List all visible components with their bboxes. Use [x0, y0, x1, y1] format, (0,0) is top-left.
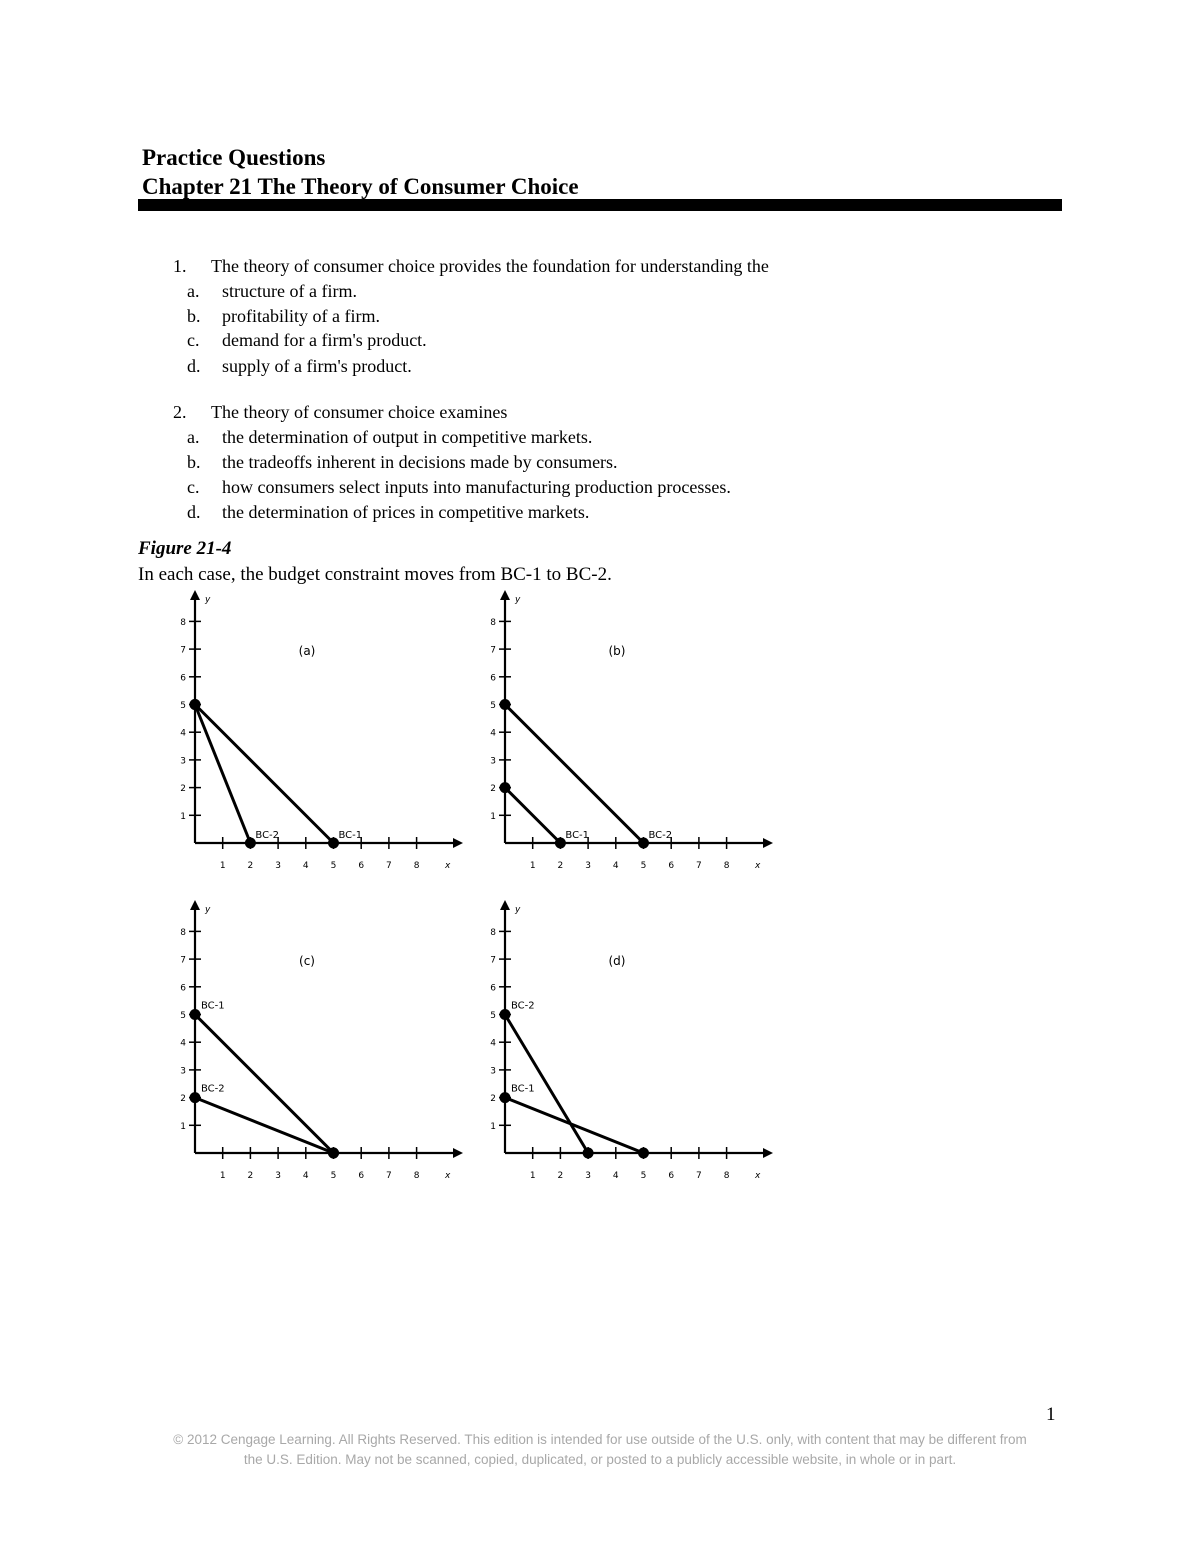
- question-1-option-d: supply of a firm's product.: [222, 356, 412, 376]
- y-axis-arrowhead: [190, 590, 200, 600]
- budget-line: [505, 1098, 644, 1153]
- x-axis-arrowhead: [763, 838, 773, 848]
- x-axis-arrowhead: [453, 838, 463, 848]
- panel-label: (c): [299, 954, 315, 968]
- x-tick-label: 7: [696, 861, 702, 871]
- question-1-option-letter: d.: [187, 356, 201, 376]
- y-tick-label: 5: [180, 1011, 186, 1021]
- x-tick-label: 5: [640, 1171, 647, 1181]
- y-tick-label: 4: [180, 728, 186, 739]
- x-axis-label: x: [755, 861, 761, 871]
- y-tick-label: 1: [180, 811, 186, 822]
- y-tick-label: 8: [490, 927, 496, 938]
- x-tick-label: 7: [386, 1171, 392, 1181]
- budget-line: [195, 1098, 334, 1153]
- budget-line: [505, 788, 560, 843]
- x-tick-label: 5: [640, 861, 647, 871]
- budget-line: [505, 705, 644, 844]
- x-axis-label: x: [755, 1171, 761, 1181]
- x-tick-label: 4: [302, 1171, 309, 1181]
- x-axis-label: x: [445, 1171, 451, 1181]
- x-tick-label: 7: [386, 861, 392, 871]
- y-axis-label: y: [515, 905, 521, 915]
- endpoint-dot: [555, 838, 566, 849]
- y-tick-label: 2: [490, 784, 496, 795]
- budget-line-label: BC-1: [201, 1000, 225, 1012]
- y-axis-arrowhead: [500, 590, 510, 600]
- x-tick-label: 6: [668, 861, 675, 871]
- chapter-title: Chapter 21 The Theory of Consumer Choice: [142, 174, 579, 199]
- y-tick-label: 3: [180, 1066, 186, 1077]
- question-2-option-letter: b.: [187, 452, 201, 472]
- budget-line-label: BC-2: [255, 830, 280, 841]
- y-tick-label: 6: [180, 983, 186, 994]
- question-2-option-letter: d.: [187, 502, 201, 522]
- y-tick-label: 7: [180, 955, 186, 966]
- y-tick-label: 5: [180, 701, 186, 711]
- x-tick-label: 1: [219, 1171, 226, 1181]
- x-tick-label: 1: [529, 1171, 536, 1181]
- y-axis-label: y: [515, 595, 521, 605]
- question-1-option-letter: b.: [187, 306, 201, 326]
- x-tick-label: 5: [330, 861, 337, 871]
- y-tick-label: 1: [490, 811, 496, 822]
- y-tick-label: 6: [490, 983, 496, 994]
- y-tick-label: 5: [490, 701, 496, 711]
- y-tick-label: 7: [490, 645, 496, 656]
- x-tick-label: 2: [557, 1171, 564, 1181]
- copyright-line-2: the U.S. Edition. May not be scanned, copied, duplicated, or posted to a publicly accessible website, in whole or in part.: [243, 1452, 957, 1467]
- y-tick-label: 2: [180, 784, 186, 795]
- y-axis-label: y: [205, 905, 211, 915]
- endpoint-dot: [500, 699, 511, 710]
- x-tick-label: 4: [612, 861, 619, 871]
- question-2-option-d: the determination of prices in competitive markets.: [222, 502, 590, 522]
- budget-line-label: BC-2: [511, 1000, 535, 1012]
- question-1-option-letter: a.: [187, 281, 200, 301]
- panel-label: (a): [298, 644, 316, 658]
- budget-line-label: BC-1: [338, 830, 363, 841]
- question-2-option-letter: a.: [187, 427, 200, 447]
- question-2-option-b: the tradeoffs inherent in decisions made by consumers.: [222, 452, 618, 472]
- panel-label: (b): [608, 644, 626, 658]
- y-tick-label: 8: [490, 617, 496, 628]
- y-tick-label: 7: [490, 955, 496, 966]
- y-axis-label: y: [205, 595, 211, 605]
- y-tick-label: 6: [180, 673, 186, 684]
- copyright-line-1: © 2012 Cengage Learning. All Rights Reserved. This edition is intended for use outside of the U.S. only, with content that may be different from: [173, 1432, 1027, 1447]
- endpoint-dot: [500, 782, 511, 793]
- question-2-text: The theory of consumer choice examines: [211, 402, 508, 422]
- graph-panel-b: [485, 586, 785, 876]
- endpoint-dot: [190, 1009, 201, 1020]
- budget-line-label: BC-1: [511, 1083, 535, 1095]
- budget-line-label: BC-2: [201, 1083, 225, 1095]
- endpoint-dot: [245, 838, 256, 849]
- x-tick-label: 6: [358, 1171, 365, 1181]
- budget-line: [195, 705, 334, 844]
- figure-title: Figure 21-4: [138, 538, 232, 559]
- question-1-option-b: profitability of a firm.: [222, 306, 380, 326]
- x-tick-label: 3: [275, 861, 281, 871]
- y-tick-label: 5: [490, 1011, 496, 1021]
- x-tick-label: 4: [612, 1171, 619, 1181]
- endpoint-dot: [500, 1092, 511, 1103]
- x-tick-label: 6: [358, 861, 365, 871]
- question-1-number: 1.: [173, 256, 187, 276]
- x-tick-label: 4: [302, 861, 309, 871]
- x-tick-label: 5: [330, 1171, 337, 1181]
- budget-line-label: BC-1: [565, 830, 590, 841]
- y-axis-arrowhead: [500, 900, 510, 910]
- x-axis-label: x: [445, 861, 451, 871]
- x-tick-label: 1: [529, 861, 536, 871]
- figure-caption: In each case, the budget constraint moves from BC-1 to BC-2.: [138, 564, 612, 585]
- y-tick-label: 2: [490, 1094, 496, 1105]
- x-tick-label: 8: [413, 1171, 420, 1181]
- x-tick-label: 2: [247, 861, 254, 871]
- page-number: 1: [1046, 1404, 1056, 1425]
- x-axis-arrowhead: [453, 1148, 463, 1158]
- question-1-option-letter: c.: [187, 330, 200, 350]
- x-tick-label: 3: [585, 1171, 591, 1181]
- graph-panel-a: [175, 586, 475, 876]
- question-2-option-c: how consumers select inputs into manufacturing production processes.: [222, 477, 731, 497]
- x-tick-label: 8: [413, 861, 420, 871]
- budget-line: [195, 705, 250, 844]
- panel-label: (d): [608, 954, 626, 968]
- y-tick-label: 4: [490, 1038, 496, 1049]
- y-tick-label: 1: [490, 1121, 496, 1132]
- question-1-option-c: demand for a firm's product.: [222, 330, 427, 350]
- y-tick-label: 4: [490, 728, 496, 739]
- endpoint-dot: [638, 1148, 649, 1159]
- endpoint-dot: [500, 1009, 511, 1020]
- question-1-text: The theory of consumer choice provides the foundation for understanding the: [211, 256, 769, 276]
- y-tick-label: 3: [490, 756, 496, 767]
- x-tick-label: 6: [668, 1171, 675, 1181]
- y-tick-label: 7: [180, 645, 186, 656]
- x-axis-arrowhead: [763, 1148, 773, 1158]
- question-2-option-a: the determination of output in competitive markets.: [222, 427, 593, 447]
- y-tick-label: 6: [490, 673, 496, 684]
- y-tick-label: 1: [180, 1121, 186, 1132]
- endpoint-dot: [328, 838, 339, 849]
- x-tick-label: 2: [557, 861, 564, 871]
- question-2-number: 2.: [173, 402, 187, 422]
- y-tick-label: 4: [180, 1038, 186, 1049]
- y-tick-label: 2: [180, 1094, 186, 1105]
- y-tick-label: 8: [180, 617, 186, 628]
- graph-panel-c: [175, 896, 475, 1186]
- question-1-option-a: structure of a firm.: [222, 281, 357, 301]
- endpoint-dot: [328, 1148, 339, 1159]
- y-tick-label: 8: [180, 927, 186, 938]
- x-tick-label: 3: [585, 861, 591, 871]
- endpoint-dot: [190, 699, 201, 710]
- y-axis-arrowhead: [190, 900, 200, 910]
- x-tick-label: 7: [696, 1171, 702, 1181]
- endpoint-dot: [583, 1148, 594, 1159]
- endpoint-dot: [638, 838, 649, 849]
- endpoint-dot: [190, 1092, 201, 1103]
- x-tick-label: 8: [723, 1171, 730, 1181]
- x-tick-label: 8: [723, 861, 730, 871]
- header-rule: [138, 199, 1062, 211]
- x-tick-label: 1: [219, 861, 226, 871]
- copyright-notice: [130, 1430, 1070, 1470]
- question-2-option-letter: c.: [187, 477, 200, 497]
- y-tick-label: 3: [180, 756, 186, 767]
- x-tick-label: 2: [247, 1171, 254, 1181]
- page-title: Practice Questions: [142, 145, 326, 170]
- budget-line-label: BC-2: [648, 830, 673, 841]
- y-tick-label: 3: [490, 1066, 496, 1077]
- x-tick-label: 3: [275, 1171, 281, 1181]
- graph-panel-d: [485, 896, 785, 1186]
